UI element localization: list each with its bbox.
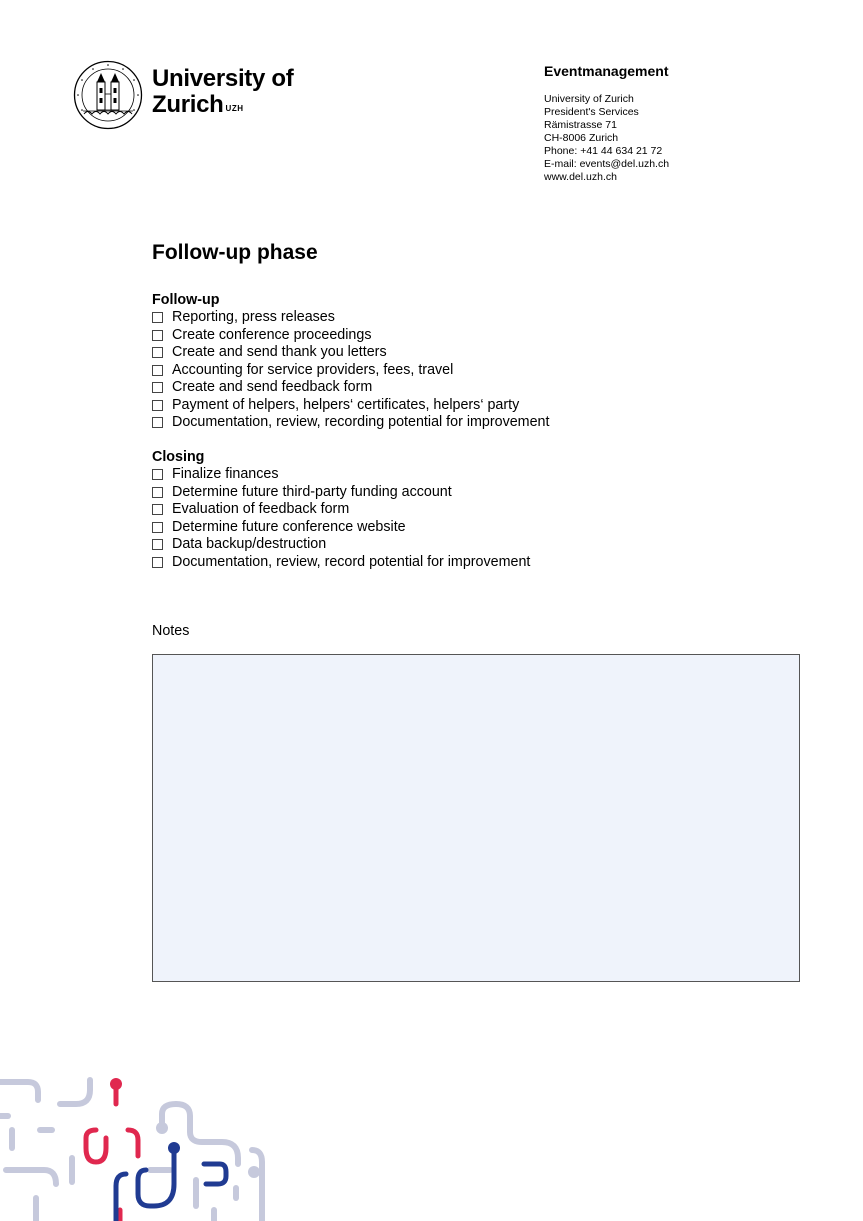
checklist-item-label: Create conference proceedings bbox=[172, 326, 372, 343]
checkbox[interactable] bbox=[152, 487, 163, 498]
address-line: CH-8006 Zurich bbox=[544, 132, 619, 144]
checklist-item bbox=[152, 519, 530, 537]
logo-line2 bbox=[152, 92, 293, 118]
checkbox[interactable] bbox=[152, 312, 163, 323]
checklist-item bbox=[152, 362, 549, 380]
checklist-item bbox=[152, 484, 530, 502]
checklist-item-label: Payment of helpers, helpers‘ certificates, helpers‘ party bbox=[172, 396, 520, 413]
checklist-item-label: Documentation, review, recording potential for improvement bbox=[172, 414, 550, 430]
checklist-item-label: Determine future third-party funding account bbox=[172, 483, 452, 500]
checklist bbox=[152, 309, 549, 432]
checklist-item bbox=[152, 501, 530, 519]
page-title: Follow-up phase bbox=[152, 241, 318, 264]
section-closing bbox=[152, 449, 530, 571]
checklist-item bbox=[152, 397, 549, 415]
email-line: E-mail: events@del.uzh.ch bbox=[544, 158, 670, 170]
address-line: Rämistrasse 71 bbox=[544, 119, 617, 131]
university-logo-text bbox=[152, 66, 293, 118]
checklist-item-label: Create and send feedback form bbox=[172, 379, 373, 395]
logo-sup: UZH bbox=[225, 104, 244, 113]
phone-line: Phone: +41 44 634 21 72 bbox=[544, 145, 663, 157]
checklist-item bbox=[152, 309, 549, 327]
logo-zurich: Zurich bbox=[152, 91, 224, 118]
notes-label: Notes bbox=[152, 623, 190, 639]
checkbox[interactable] bbox=[152, 382, 163, 393]
department-name: Eventmanagement bbox=[544, 63, 669, 79]
checkbox[interactable] bbox=[152, 347, 163, 358]
section-follow-up bbox=[152, 292, 549, 432]
checkbox[interactable] bbox=[152, 330, 163, 341]
checkbox[interactable] bbox=[152, 504, 163, 515]
checklist-item-label: Determine future conference website bbox=[172, 518, 406, 535]
checkbox[interactable] bbox=[152, 417, 163, 428]
logo-line1: University of bbox=[152, 65, 294, 92]
checkbox[interactable] bbox=[152, 365, 163, 376]
checkbox[interactable] bbox=[152, 400, 163, 411]
uzh-seal-logo bbox=[73, 60, 143, 130]
checkbox[interactable] bbox=[152, 557, 163, 568]
checklist-item bbox=[152, 554, 530, 572]
checklist-item-label: Reporting, press releases bbox=[172, 309, 335, 325]
address-line: President's Services bbox=[544, 106, 639, 118]
checklist-item-label: Documentation, review, record potential for improvement bbox=[172, 553, 531, 570]
checklist-item-label: Create and send thank you letters bbox=[172, 344, 387, 360]
checklist bbox=[152, 466, 530, 571]
checklist-item bbox=[152, 327, 549, 345]
checklist-item bbox=[152, 536, 530, 554]
checklist-item bbox=[152, 466, 530, 484]
checkbox[interactable] bbox=[152, 522, 163, 533]
checklist-item-label: Data backup/destruction bbox=[172, 536, 327, 552]
checkbox[interactable] bbox=[152, 539, 163, 550]
checklist-item bbox=[152, 379, 549, 397]
checklist-item bbox=[152, 344, 549, 362]
website-line: www.del.uzh.ch bbox=[544, 171, 617, 183]
address-block bbox=[544, 63, 669, 184]
checkbox[interactable] bbox=[152, 469, 163, 480]
checklist-item bbox=[152, 414, 549, 432]
address-line: University of Zurich bbox=[544, 93, 634, 105]
notes-field[interactable] bbox=[152, 654, 800, 982]
section-heading: Follow-up bbox=[152, 292, 220, 308]
checklist-item-label: Evaluation of feedback form bbox=[172, 501, 350, 517]
decorative-pattern-graphic bbox=[0, 1060, 290, 1221]
checklist-item-label: Accounting for service providers, fees, travel bbox=[172, 361, 454, 378]
checklist-item-label: Finalize finances bbox=[172, 466, 279, 482]
section-heading: Closing bbox=[152, 449, 205, 465]
